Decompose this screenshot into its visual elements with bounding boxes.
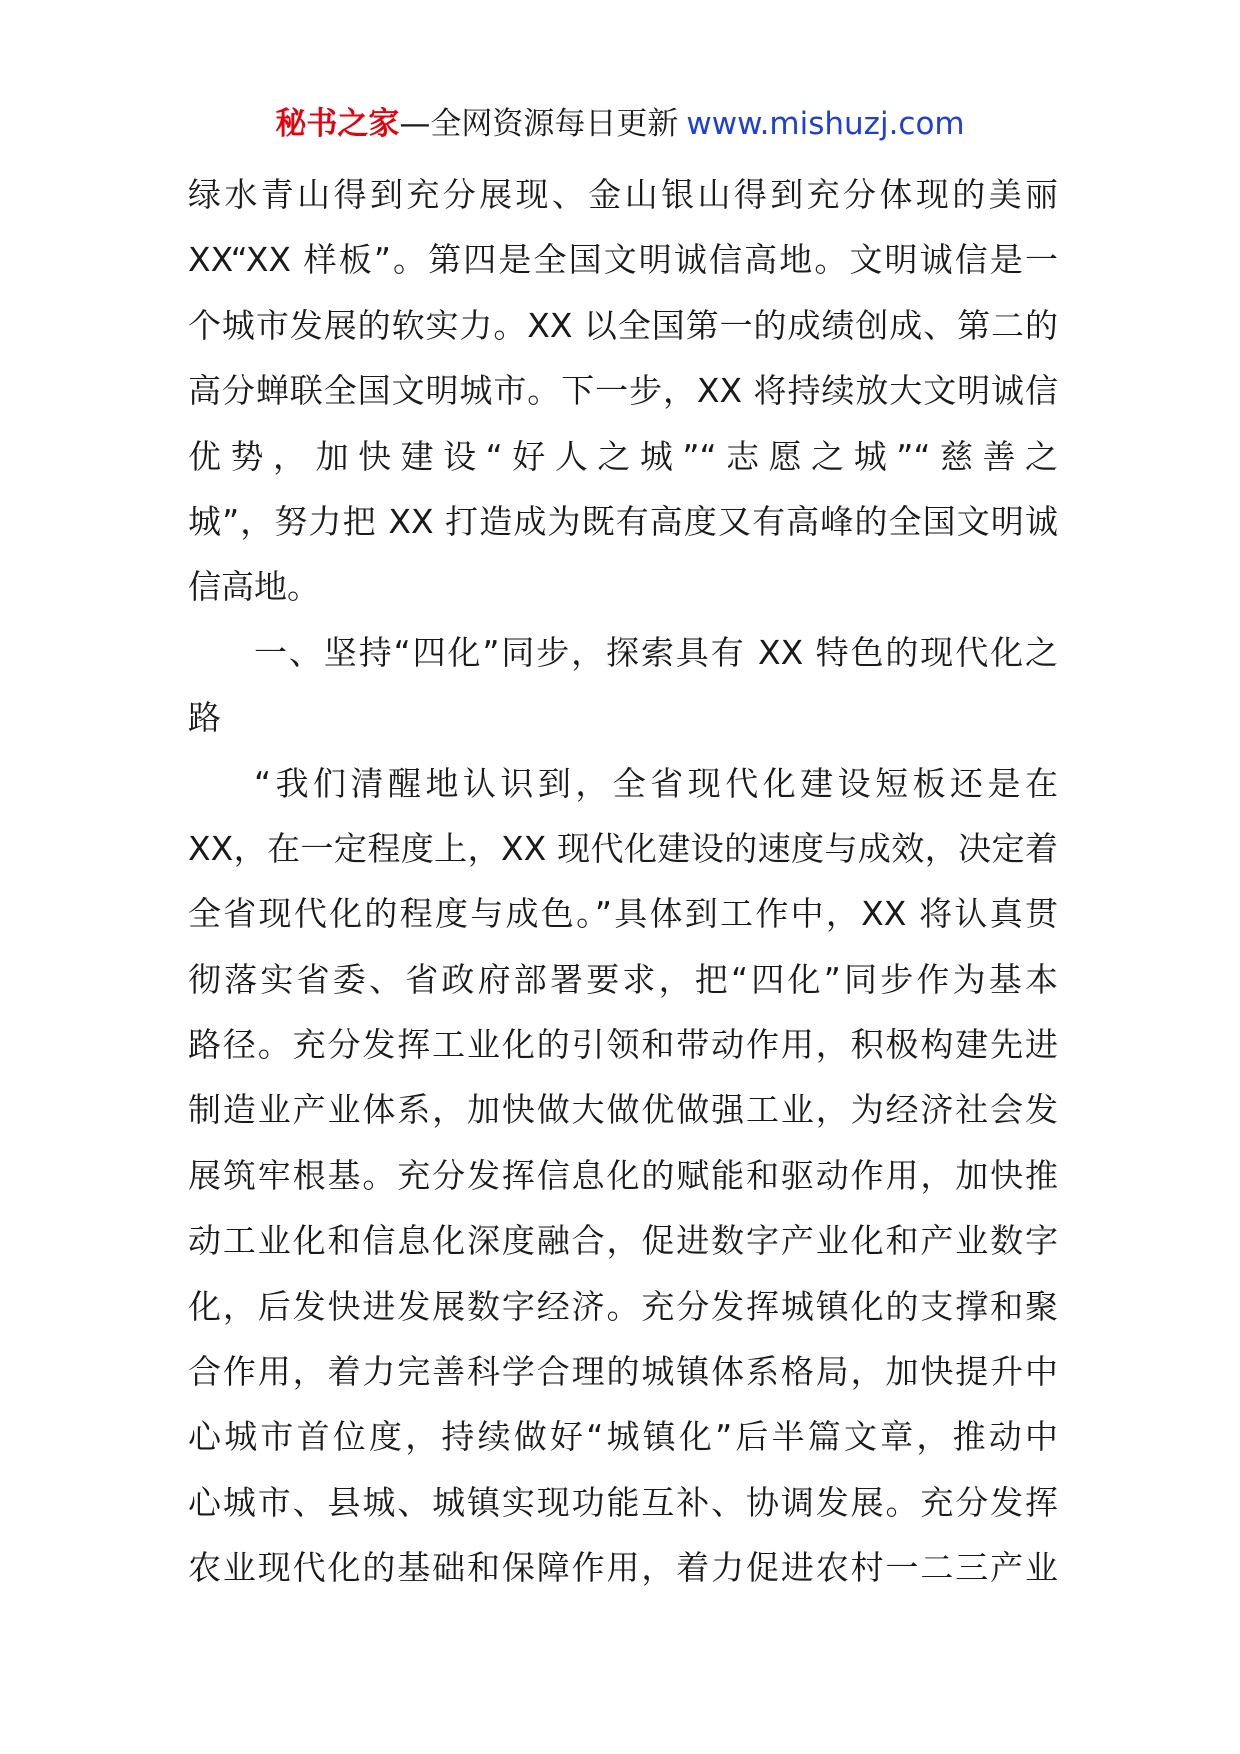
body-line: 合作用，着力完善科学合理的城镇体系格局，加快提升中 [188, 1352, 1058, 1392]
section-heading: 一、坚持“四化”同步，探索具有 XX 特色的现代化之 [254, 632, 1058, 672]
site-brand: 秘书之家 [275, 106, 400, 142]
body-line: 全省现代化的程度与成色。”具体到工作中，XX 将认真贯 [188, 894, 1058, 934]
body-line: 动工业化和信息化深度融合，促进数字产业化和产业数字 [188, 1221, 1058, 1261]
body-line: XX“XX 样板”。第四是全国文明诚信高地。文明诚信是一 [188, 240, 1058, 280]
body-line: “我们清醒地认识到，全省现代化建设短板还是在 [254, 763, 1058, 803]
body-line: 制造业产业体系，加快做大做优做强工业，为经济社会发 [188, 1090, 1058, 1130]
body-line: 优势，加快建设“好人之城”“志愿之城”“慈善之 [188, 436, 1058, 476]
body-line: 农业现代化的基础和保障作用，着力促进农村一二三产业 [188, 1548, 1058, 1588]
document-body [188, 162, 1058, 1601]
site-url-link[interactable]: www.mishuzj.com [686, 106, 965, 142]
site-tagline: —全网资源每日更新 [399, 106, 679, 142]
body-line: 城”，努力把 XX 打造成为既有高度又有高峰的全国文明诚 [188, 501, 1058, 541]
body-line: 路径。充分发挥工业化的引领和带动作用，积极构建先进 [188, 1025, 1058, 1065]
body-line: 高分蝉联全国文明城市。下一步，XX 将持续放大文明诚信 [188, 371, 1058, 411]
body-line: 信高地。 [188, 567, 320, 607]
body-line: 心城市首位度，持续做好“城镇化”后半篇文章，推动中 [188, 1417, 1058, 1457]
body-line: 化，后发快进发展数字经济。充分发挥城镇化的支撑和聚 [188, 1286, 1058, 1326]
body-line: 个城市发展的软实力。XX 以全国第一的成绩创成、第二的 [188, 305, 1058, 345]
body-line: 展筑牢根基。充分发挥信息化的赋能和驱动作用，加快推 [188, 1155, 1058, 1195]
body-line: 心城市、县城、城镇实现功能互补、协调发展。充分发挥 [188, 1482, 1058, 1522]
site-header [0, 102, 1240, 146]
body-line: XX，在一定程度上，XX 现代化建设的速度与成效，决定着 [188, 828, 1058, 868]
body-line: 绿水青山得到充分展现、金山银山得到充分体现的美丽 [188, 175, 1058, 214]
body-line: 彻落实省委、省政府部署要求，把“四化”同步作为基本 [188, 959, 1058, 999]
section-heading-continued: 路 [188, 698, 221, 738]
